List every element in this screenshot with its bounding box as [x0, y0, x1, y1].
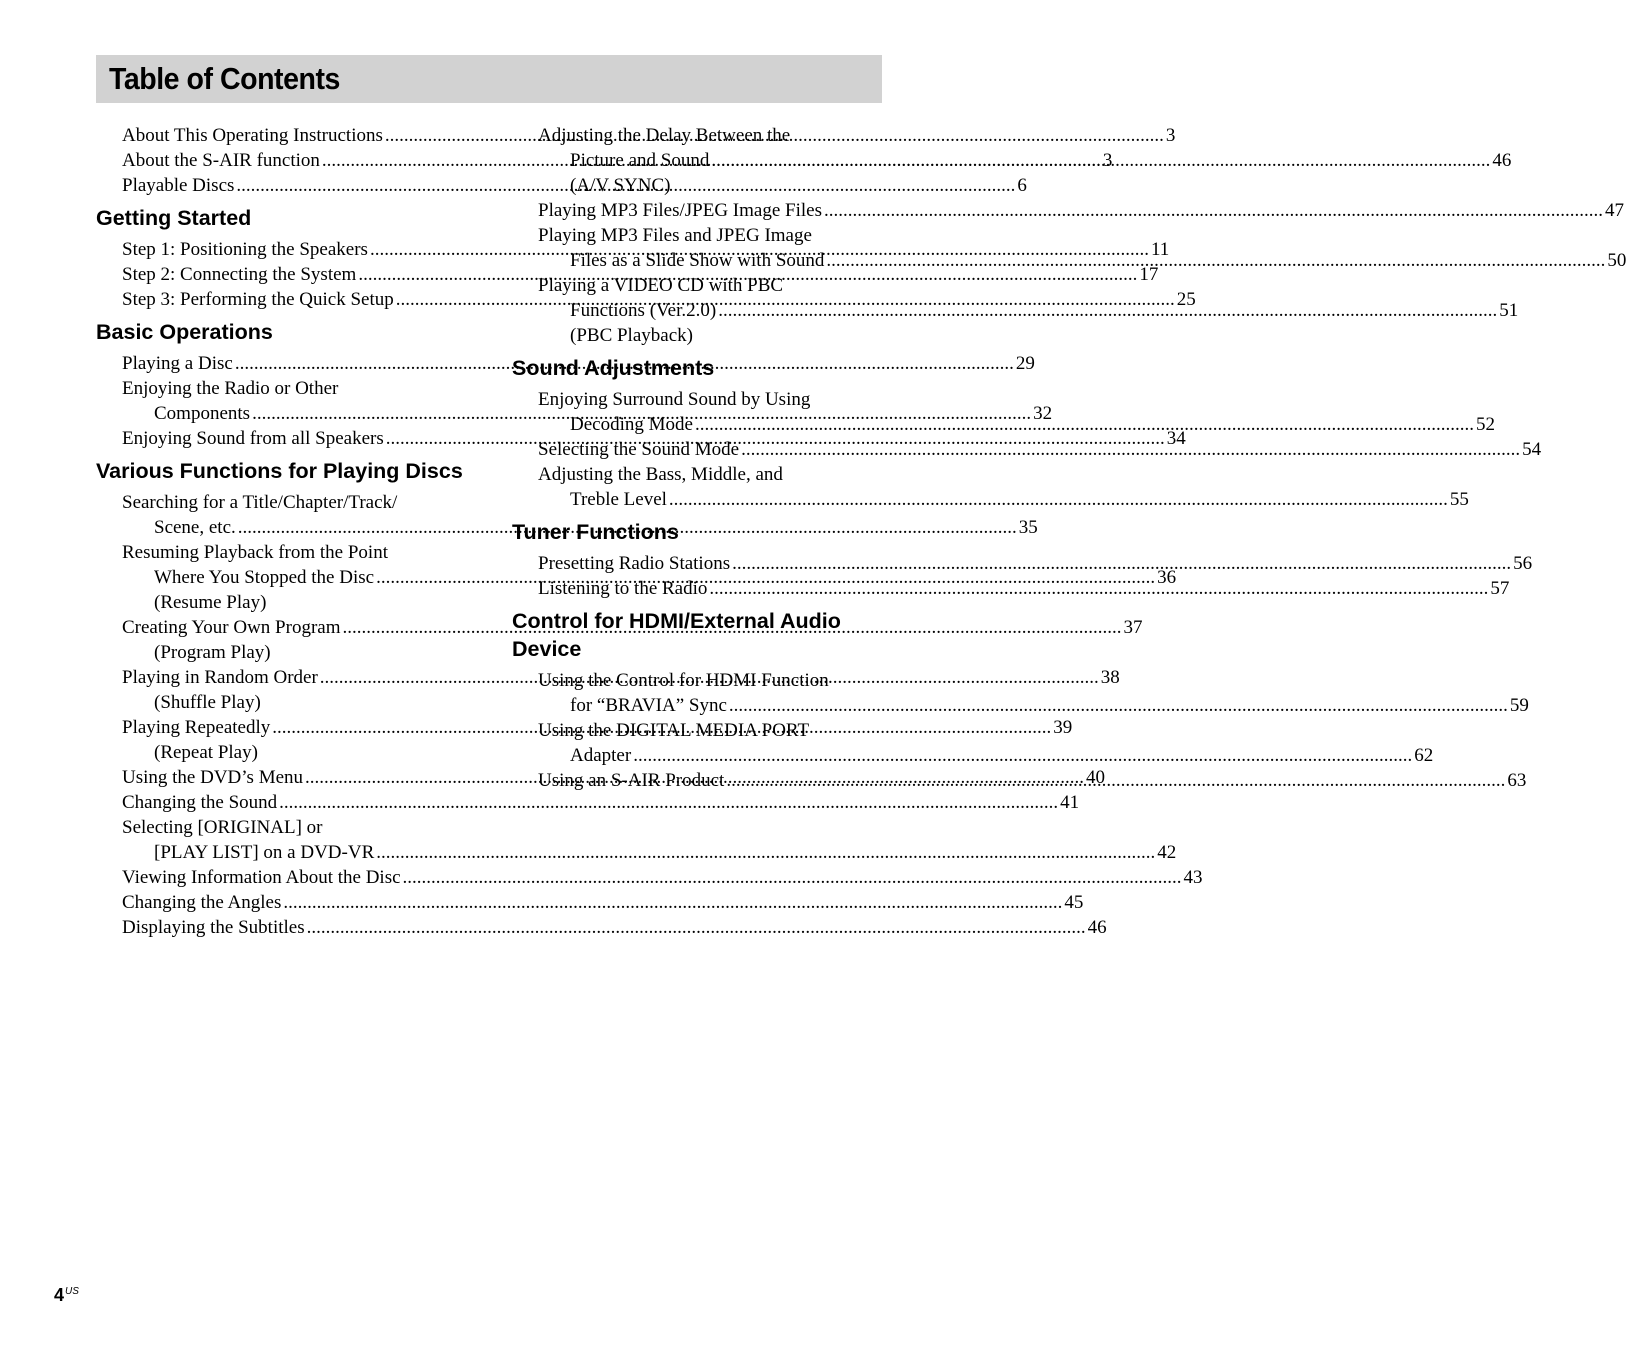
toc-page-number: 45	[1064, 892, 1084, 913]
page-number-value: 4	[54, 1285, 65, 1305]
toc-entry-line	[122, 490, 467, 515]
toc-entry-line-with-page	[122, 915, 1107, 940]
toc-entry-line	[538, 387, 882, 412]
toc-page-number: 17	[1139, 264, 1159, 285]
toc-entry-line	[538, 668, 882, 693]
toc-entry-title: Enjoying the Radio or Other	[122, 378, 339, 399]
toc-page-number: 38	[1100, 667, 1120, 688]
toc-entry-title: Displaying the Subtitles	[122, 917, 305, 938]
page-number	[54, 1285, 79, 1306]
toc-page-number: 25	[1176, 289, 1196, 310]
toc-page-number: 34	[1166, 428, 1186, 449]
section-heading: Tuner Functions	[512, 520, 679, 544]
section-heading: Control for HDMI/External Audio Device	[512, 609, 841, 661]
toc-entry[interactable]	[96, 790, 1080, 815]
toc-entry-title: Listening to the Radio	[538, 578, 708, 599]
toc-entry[interactable]	[96, 865, 1203, 890]
toc-page-number: 52	[1475, 414, 1495, 435]
toc-entry[interactable]	[96, 815, 1177, 865]
toc-entry-line-with-page	[122, 840, 1177, 865]
toc-page-number: 42	[1157, 842, 1177, 863]
toc-entry-title: Selecting [ORIGINAL] or	[122, 817, 323, 838]
toc-page-number: 6	[1017, 175, 1027, 196]
toc-entry-line-with-page	[122, 865, 1203, 890]
toc-entry-title: Components	[154, 403, 251, 424]
toc-entry-line-with-page	[538, 693, 1529, 718]
toc-entry-line	[538, 273, 882, 298]
toc-entry-title: Changing the Sound	[122, 792, 278, 813]
toc-entry-title: Picture and Sound	[570, 150, 710, 171]
page-title: Table of Contents	[109, 61, 340, 96]
toc-page-number: 3	[1165, 125, 1176, 146]
toc-entry[interactable]	[512, 198, 1624, 223]
toc-entry-line-with-page	[538, 198, 1624, 223]
toc-page-number: 3	[1102, 150, 1113, 171]
toc-page-number: 55	[1449, 489, 1469, 510]
dot-leader	[729, 695, 1508, 716]
toc-entry-line	[538, 123, 882, 148]
section-heading: Various Functions for Playing Discs	[96, 459, 463, 483]
dot-leader	[711, 150, 1490, 171]
toc-entry-line	[122, 376, 467, 401]
toc-page-number: 29	[1015, 353, 1035, 374]
page-number-suffix: US	[65, 1286, 79, 1297]
toc-page-number: 36	[1157, 567, 1177, 588]
dot-leader	[376, 842, 1155, 863]
toc-entry-subtitle: (Resume Play)	[154, 592, 267, 613]
toc-entry[interactable]	[512, 462, 1469, 512]
toc-entry-line	[538, 718, 882, 743]
toc-page-number: 39	[1053, 717, 1073, 738]
toc-entry-line-with-page	[538, 487, 1469, 512]
toc-entry-line	[538, 223, 882, 248]
section-heading: Sound Adjustments	[512, 356, 715, 380]
toc-entry-title: Searching for a Title/Chapter/Track/	[122, 492, 398, 513]
toc-page-number: 37	[1123, 617, 1143, 638]
toc-entry-title: About the S-AIR function	[122, 150, 320, 171]
toc-entry-subtitle: (A/V SYNC)	[570, 175, 671, 196]
toc-entry-line-with-page	[538, 148, 1512, 173]
toc-entry-title: Presetting Radio Stations	[538, 553, 731, 574]
dot-leader	[695, 414, 1474, 435]
toc-page-number: 51	[1499, 300, 1519, 321]
toc-entry-title: Enjoying Sound from all Speakers	[122, 428, 384, 449]
dot-leader	[718, 300, 1497, 321]
toc-entry-title: Viewing Information About the Disc	[122, 867, 401, 888]
toc-page-number: 50	[1607, 250, 1626, 271]
toc-entry-title: Where You Stopped the Disc	[154, 567, 375, 588]
toc-entry-title: Using the Control for HDMI Function	[538, 670, 829, 691]
dot-leader	[307, 917, 1086, 938]
toc-page-number: 56	[1513, 553, 1533, 574]
toc-entry-title: Resuming Playback from the Point	[122, 542, 388, 563]
toc-entry-title: Step 1: Positioning the Speakers	[122, 239, 368, 260]
toc-entry-line	[122, 815, 467, 840]
dot-leader	[709, 578, 1488, 599]
toc-entry-line-with-page	[122, 790, 1080, 815]
toc-page-number: 59	[1509, 695, 1529, 716]
toc-entry-subtitle: (PBC Playback)	[570, 325, 693, 346]
toc-page-number: 57	[1490, 578, 1510, 599]
toc-entry-subtitle: (Repeat Play)	[154, 742, 258, 763]
toc-entry-line-with-page	[122, 615, 1143, 640]
toc-entry-title: Functions (Ver.2.0)	[570, 300, 717, 321]
toc-entry-line	[538, 462, 882, 487]
dot-leader	[824, 200, 1603, 221]
toc-entry-title: Playing MP3 Files/JPEG Image Files	[538, 200, 822, 221]
toc-entry-title: Playing a Disc	[122, 353, 233, 374]
toc-entry-title: Changing the Angles	[122, 892, 282, 913]
toc-page-number: 32	[1033, 403, 1053, 424]
dot-leader	[403, 867, 1182, 888]
dot-leader	[826, 250, 1605, 271]
dot-leader	[669, 489, 1448, 510]
toc-entry-subtitle: (Program Play)	[154, 642, 271, 663]
toc-page-number: 46	[1492, 150, 1512, 171]
toc-page-number: 62	[1414, 745, 1434, 766]
toc-page-number: 54	[1522, 439, 1542, 460]
dot-leader	[283, 892, 1062, 913]
toc-entry-title: Using the DVD’s Menu	[122, 767, 304, 788]
toc-entry-title: Playing a VIDEO CD with PBC	[538, 275, 784, 296]
toc-entry-title: Playing MP3 Files and JPEG Image	[538, 225, 812, 246]
toc-entry-title: Creating Your Own Program	[122, 617, 341, 638]
toc-entry[interactable]	[512, 123, 1512, 198]
toc-entry-title: Step 3: Performing the Quick Setup	[122, 289, 394, 310]
toc-page-number: 43	[1183, 867, 1203, 888]
toc-entry-line-with-page	[538, 551, 1533, 576]
toc-entry-title: Scene, etc.	[154, 517, 236, 538]
toc-entry-title: Step 2: Connecting the System	[122, 264, 357, 285]
dot-leader	[732, 553, 1511, 574]
toc-entry-line-with-page	[122, 890, 1084, 915]
section-heading: Basic Operations	[96, 320, 273, 344]
section-heading: Getting Started	[96, 206, 252, 230]
toc-page-number: 40	[1086, 767, 1106, 788]
toc-entry-subtitle: (Shuffle Play)	[154, 692, 261, 713]
toc-entry-title: Using the DIGITAL MEDIA PORT	[538, 720, 810, 741]
toc-page-number: 63	[1507, 770, 1527, 791]
toc-entry-title: Selecting the Sound Mode	[538, 439, 740, 460]
toc-entry[interactable]	[512, 551, 1533, 576]
toc-entry-title: Playable Discs	[122, 175, 235, 196]
toc-entry-title: Enjoying Surround Sound by Using	[538, 389, 811, 410]
toc-entry[interactable]	[96, 915, 1107, 940]
dot-leader	[741, 439, 1520, 460]
toc-entry-title: Using an S-AIR Product	[538, 770, 725, 791]
toc-entry-title: Playing in Random Order	[122, 667, 318, 688]
toc-page-number: 47	[1604, 200, 1624, 221]
toc-entry-title: Adapter	[570, 745, 632, 766]
toc-entry-title: Adjusting the Delay Between the	[538, 125, 791, 146]
toc-entry[interactable]	[96, 890, 1084, 915]
dot-leader	[279, 792, 1058, 813]
dot-leader	[726, 770, 1505, 791]
toc-page-number: 11	[1150, 239, 1170, 260]
toc-entry-title: Decoding Mode	[570, 414, 693, 435]
toc-entry-title: Adjusting the Bass, Middle, and	[538, 464, 783, 485]
toc-page-number: 41	[1060, 792, 1080, 813]
toc-entry-title: [PLAY LIST] on a DVD-VR	[154, 842, 375, 863]
title-bar	[96, 55, 882, 103]
toc-page-number: 35	[1018, 517, 1038, 538]
toc-entry-title: About This Operating Instructions	[122, 125, 383, 146]
toc-page-number: 46	[1087, 917, 1107, 938]
toc-entry-title: Treble Level	[570, 489, 667, 510]
toc-entry-line-with-page	[538, 743, 1434, 768]
toc-entry-line	[122, 540, 467, 565]
dot-leader	[633, 745, 1412, 766]
toc-entry-title: Playing Repeatedly	[122, 717, 271, 738]
toc-entry-title: Files as a Slide Show with Sound	[570, 250, 825, 271]
toc-entry-title: for “BRAVIA” Sync	[570, 695, 727, 716]
